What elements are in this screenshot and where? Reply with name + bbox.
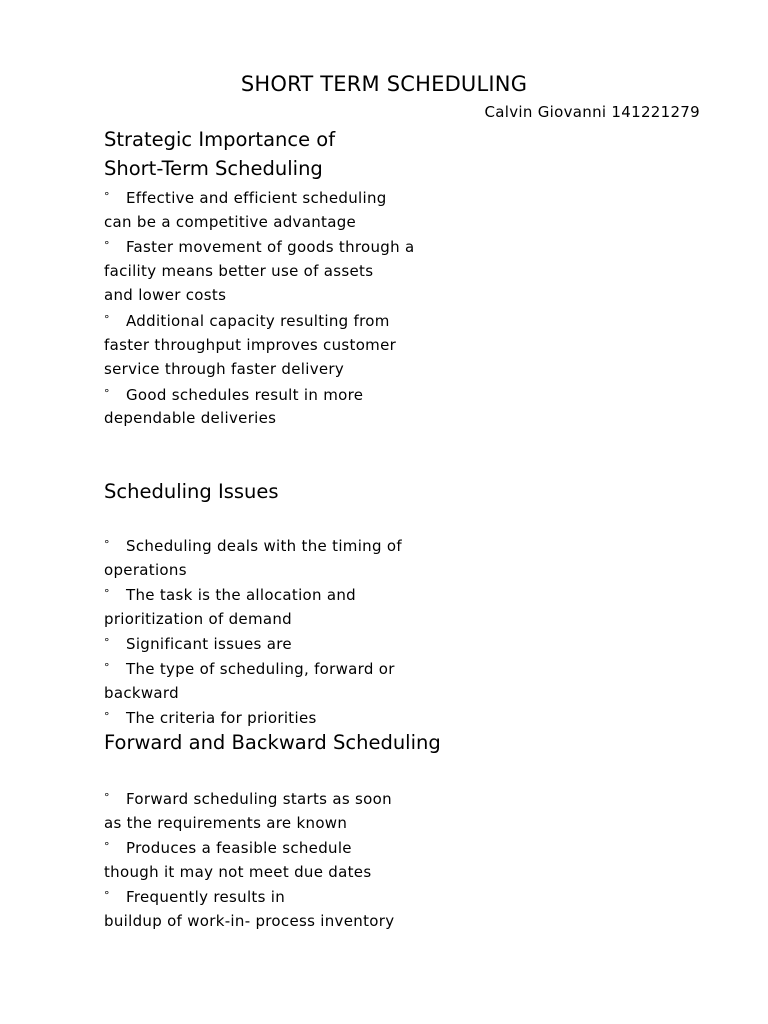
bullet-icon: °: [104, 636, 110, 650]
line-text: facility means better use of assets: [104, 261, 374, 280]
line-text: Good schedules result in more: [126, 385, 364, 404]
bullet-icon: °: [104, 239, 110, 253]
line-text: operations: [104, 560, 187, 579]
line-text: faster throughput improves customer: [104, 335, 397, 354]
text-line: [104, 357, 724, 382]
line-text: Frequently results in: [126, 888, 286, 907]
bullet-item: [104, 631, 724, 656]
line-text: prioritization of demand: [104, 609, 292, 628]
line-text: Effective and efficient scheduling: [126, 189, 387, 207]
bullet-item: [104, 234, 724, 259]
line-text: Forward scheduling starts as soon: [126, 790, 392, 808]
section-scheduling-issues: [104, 477, 724, 730]
line-text: and lower costs: [104, 286, 227, 305]
bullet-item: [104, 533, 724, 558]
section-heading-line: Short-Term Scheduling: [104, 157, 323, 180]
line-text: can be a competitive advantage: [104, 212, 357, 231]
line-text: The criteria for priorities: [126, 709, 317, 728]
line-text: Produces a feasible schedule: [126, 839, 352, 858]
line-text: as the requirements are known: [104, 813, 348, 832]
bullet-icon: °: [104, 840, 110, 854]
bullet-item: [104, 308, 724, 333]
line-text: Significant issues are: [126, 635, 292, 654]
text-line: [104, 607, 724, 632]
section-body: [104, 185, 724, 431]
text-line: [104, 860, 724, 885]
bullet-item: [104, 185, 724, 210]
bullet-item: [104, 382, 724, 407]
text-line: [104, 333, 724, 358]
bullet-item: [104, 656, 724, 681]
section-heading-line: Strategic Importance of: [104, 128, 336, 151]
text-line: [104, 210, 724, 235]
text-line: [104, 259, 724, 284]
text-line: [104, 681, 724, 706]
text-line: [104, 811, 724, 836]
section-forward-backward: [104, 728, 724, 934]
section-strategic-importance: [104, 125, 724, 431]
text-line: [104, 406, 724, 431]
bullet-item: [104, 835, 724, 860]
line-text: The task is the allocation and: [126, 586, 357, 605]
section-heading-line: Scheduling Issues: [104, 480, 279, 503]
bullet-item: [104, 884, 724, 909]
section-heading: [104, 728, 724, 757]
bullet-icon: °: [104, 710, 110, 724]
section-heading-line: Forward and Backward Scheduling: [104, 731, 441, 754]
document-title: SHORT TERM SCHEDULING: [240, 72, 528, 96]
bullet-icon: °: [104, 538, 110, 551]
line-text: backward: [104, 683, 179, 702]
bullet-icon: °: [104, 312, 110, 326]
bullet-item: [104, 582, 724, 607]
section-body: [104, 786, 724, 934]
section-body: [104, 533, 724, 730]
line-text: dependable deliveries: [104, 409, 277, 428]
section-heading: [104, 125, 724, 183]
bullet-icon: °: [104, 587, 110, 601]
bullet-item: [104, 786, 724, 811]
line-text: buildup of work-in- process inventory: [104, 911, 395, 930]
bullet-icon: °: [104, 386, 110, 400]
line-text: Additional capacity resulting from: [126, 311, 390, 330]
bullet-icon: °: [104, 889, 110, 903]
bullet-item: [104, 705, 724, 730]
bullet-icon: °: [104, 660, 110, 674]
line-text: Scheduling deals with the timing of: [126, 537, 402, 555]
line-text: though it may not meet due dates: [104, 862, 372, 881]
text-line: [104, 558, 724, 583]
line-text: Faster movement of goods through a: [126, 238, 415, 257]
section-heading: [104, 477, 724, 506]
line-text: The type of scheduling, forward or: [126, 659, 395, 678]
bullet-icon: °: [104, 791, 110, 804]
text-line: [104, 283, 724, 308]
author-line: Calvin Giovanni 141221279: [484, 103, 700, 121]
bullet-icon: °: [104, 190, 110, 203]
text-line: [104, 909, 724, 934]
line-text: service through faster delivery: [104, 360, 345, 379]
